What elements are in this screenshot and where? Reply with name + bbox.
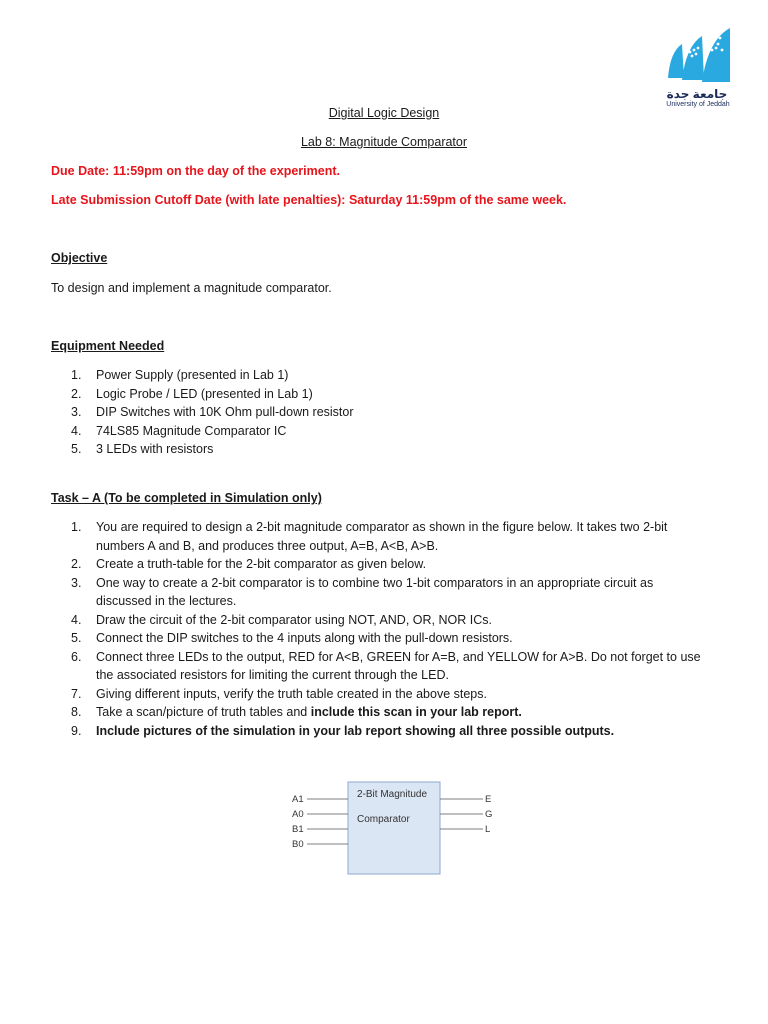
course-title: Digital Logic Design [328, 106, 440, 120]
input-label-a1: A1 [292, 794, 304, 805]
equipment-heading: Equipment Needed [51, 339, 165, 353]
list-item: 2. Logic Probe / LED (presented in Lab 1) [71, 386, 313, 401]
logo-english-name: University of Jeddah [666, 101, 730, 108]
list-item: 2. Create a truth-table for the 2-bit comparator as given below. [71, 557, 427, 571]
input-label-a0: A0 [292, 809, 304, 820]
output-label-g: G [485, 809, 493, 820]
objective-text: To design and implement a magnitude comparator. [51, 281, 332, 295]
list-item: 4. Draw the circuit of the 2-bit comparator using NOT, AND, OR, NOR ICs. [71, 612, 492, 627]
block-label-line2: Comparator [357, 814, 410, 825]
lab-title: Lab 8: Magnitude Comparator [300, 135, 468, 149]
list-item: 1. You are required to design a 2-bit magnitude comparator as shown in the figure below. It takes two 2-bit numbers A and B, and produces three output, A=B, A<B, A>B. [71, 520, 668, 553]
task-a-heading: Task – A (To be completed in Simulation only) [51, 491, 322, 505]
list-item: 4. 74LS85 Magnitude Comparator IC [71, 423, 287, 438]
list-item: 8. Take a scan/picture of truth tables and include this scan in your lab report. [71, 705, 522, 719]
output-label-e: E [485, 794, 492, 805]
output-label-l: L [485, 824, 491, 835]
objective-heading: Objective [51, 251, 108, 265]
logo-arabic-name: جامعة جدة [666, 87, 728, 101]
list-item: 6. Connect three LEDs to the output, RED for A<B, GREEN for A=B, and YELLOW for A>B. Do not forget to use the associated resistors for limiting the current through the LED. [71, 649, 701, 682]
list-item: 3. DIP Switches with 10K Ohm pull-down resistor [71, 405, 354, 419]
comparator-block-diagram [285, 778, 505, 878]
block-label-line1: 2-Bit Magnitude [357, 789, 428, 800]
equipment-list [51, 366, 701, 459]
input-label-b0: B0 [292, 839, 304, 850]
due-date: Due Date: 11:59pm on the day of the experiment. [51, 164, 340, 178]
input-label-b1: B1 [292, 824, 304, 835]
list-item: 3. One way to create a 2-bit comparator is to combine two 1-bit comparators in an appropriate circuit as discussed in the lectures. [71, 575, 654, 608]
list-item: 1. Power Supply (presented in Lab 1) [71, 368, 289, 382]
task-a-list [51, 518, 701, 740]
late-cutoff-date: Late Submission Cutoff Date (with late penalties): Saturday 11:59pm of the same week. [51, 193, 567, 207]
list-item: 5. Connect the DIP switches to the 4 inputs along with the pull-down resistors. [71, 631, 513, 645]
list-item: 5. 3 LEDs with resistors [71, 442, 214, 456]
list-item: 7. Giving different inputs, verify the truth table created in the above steps. [71, 686, 487, 701]
list-item: 9. Include pictures of the simulation in your lab report showing all three possible outputs. [71, 723, 615, 738]
